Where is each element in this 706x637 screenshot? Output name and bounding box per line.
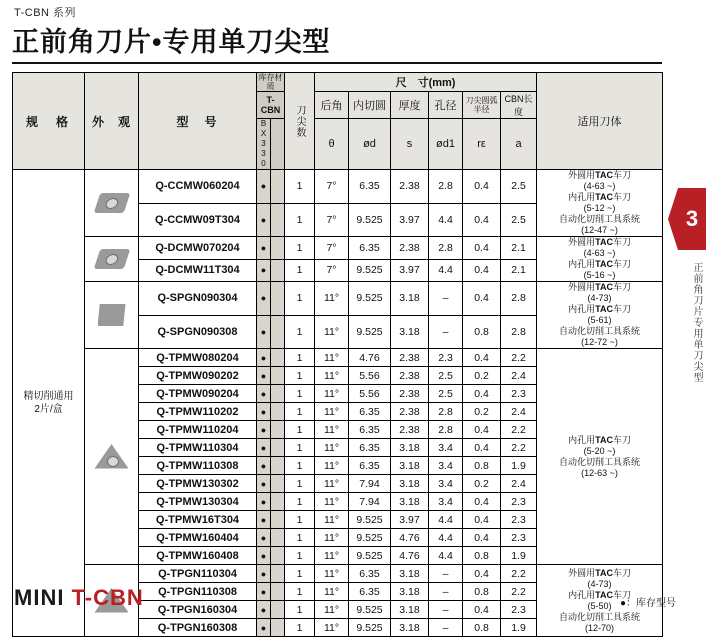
cbn-length-cell: 2.2 bbox=[501, 349, 537, 367]
th-bx330 bbox=[257, 119, 271, 170]
table-row bbox=[13, 349, 663, 367]
model-cell: Q-CCMW060204 bbox=[139, 170, 257, 204]
stock-dot-icon: ● bbox=[260, 604, 267, 615]
th-hole-dia: 孔径 bbox=[429, 92, 463, 119]
edge-count-cell: 1 bbox=[285, 349, 315, 367]
model-cell: Q-TPGN160304 bbox=[139, 601, 257, 619]
inscribed-circle-cell: 6.35 bbox=[349, 583, 391, 601]
th-dimensions: 尺 寸(mm) bbox=[315, 73, 537, 92]
th-edge-count bbox=[285, 73, 315, 170]
cbn-length-cell: 1.9 bbox=[501, 619, 537, 637]
inscribed-circle-cell: 6.35 bbox=[349, 403, 391, 421]
nose-radius-cell: 0.4 bbox=[463, 385, 501, 403]
edge-count-cell: 1 bbox=[285, 315, 315, 349]
thickness-cell: 3.18 bbox=[391, 282, 429, 316]
cbn-length-cell: 2.3 bbox=[501, 511, 537, 529]
stock-dot-cell bbox=[257, 439, 271, 457]
stock-dot-spacer bbox=[271, 511, 285, 529]
model-cell: Q-SPGN090304 bbox=[139, 282, 257, 316]
model-cell: Q-DCMW070204 bbox=[139, 237, 257, 260]
thickness-cell: 3.97 bbox=[391, 259, 429, 282]
stock-dot-icon: ● bbox=[260, 514, 267, 525]
th-bx330-label: BX330 bbox=[259, 119, 268, 169]
rake-angle-cell: 11° bbox=[315, 529, 349, 547]
th-sym-a: a bbox=[501, 119, 537, 170]
rake-angle-cell: 11° bbox=[315, 601, 349, 619]
stock-dot-icon: ● bbox=[260, 568, 267, 579]
thickness-cell: 3.18 bbox=[391, 493, 429, 511]
stock-dot-icon: ● bbox=[260, 388, 267, 399]
footer-note: ●：库存型号 bbox=[619, 598, 676, 609]
rake-angle-cell: 11° bbox=[315, 403, 349, 421]
stock-dot-cell bbox=[257, 583, 271, 601]
hole-dia-cell: 3.4 bbox=[429, 439, 463, 457]
stock-dot-spacer bbox=[271, 367, 285, 385]
cbn-length-cell: 2.2 bbox=[501, 583, 537, 601]
edge-count-cell: 1 bbox=[285, 511, 315, 529]
spec-table bbox=[12, 72, 663, 637]
edge-count-cell: 1 bbox=[285, 203, 315, 237]
inscribed-circle-cell: 9.525 bbox=[349, 529, 391, 547]
stock-dot-icon: ● bbox=[260, 532, 267, 543]
cbn-length-cell: 2.5 bbox=[501, 170, 537, 204]
stock-dot-cell bbox=[257, 619, 271, 637]
section-tab-number: 3 bbox=[678, 188, 706, 250]
stock-dot-spacer bbox=[271, 529, 285, 547]
inscribed-circle-cell: 7.94 bbox=[349, 475, 391, 493]
rake-angle-cell: 11° bbox=[315, 421, 349, 439]
edge-count-cell: 1 bbox=[285, 367, 315, 385]
rake-angle-cell: 7° bbox=[315, 259, 349, 282]
stock-dot-spacer bbox=[271, 203, 285, 237]
stock-dot-icon: ● bbox=[260, 496, 267, 507]
stock-dot-cell bbox=[257, 259, 271, 282]
th-sym-od1: ød1 bbox=[429, 119, 463, 170]
applicable-holder-cell: 外圆用TAC车刀 (4-73) 内孔用TAC车刀 (5-50) 自动化切削工具系统 (12-70) bbox=[537, 565, 663, 637]
stock-dot-cell bbox=[257, 385, 271, 403]
stock-dot-cell bbox=[257, 601, 271, 619]
edge-count-cell: 1 bbox=[285, 403, 315, 421]
hole-dia-cell: – bbox=[429, 565, 463, 583]
edge-count-cell: 1 bbox=[285, 237, 315, 260]
stock-dot-icon: ● bbox=[260, 242, 267, 253]
hole-dia-cell: 2.5 bbox=[429, 367, 463, 385]
cbn-length-cell: 2.3 bbox=[501, 529, 537, 547]
appearance-cell bbox=[85, 349, 139, 565]
rake-angle-cell: 11° bbox=[315, 367, 349, 385]
stock-dot-cell bbox=[257, 403, 271, 421]
stock-dot-cell bbox=[257, 282, 271, 316]
th-appearance: 外 观 bbox=[85, 73, 139, 170]
appearance-cell bbox=[85, 282, 139, 349]
nose-radius-cell: 0.8 bbox=[463, 547, 501, 565]
model-cell: Q-TPMW160408 bbox=[139, 547, 257, 565]
stock-dot-cell bbox=[257, 493, 271, 511]
nose-radius-cell: 0.4 bbox=[463, 421, 501, 439]
th-thickness: 厚度 bbox=[391, 92, 429, 119]
table-header bbox=[13, 73, 663, 170]
nose-radius-cell: 0.4 bbox=[463, 439, 501, 457]
stock-dot-spacer bbox=[271, 583, 285, 601]
table-row bbox=[13, 565, 663, 583]
applicable-holder-cell: 内孔用TAC车刀 (5-20 ~) 自动化切削工具系统 (12-63 ~) bbox=[537, 349, 663, 565]
model-cell: Q-TPGN160308 bbox=[139, 619, 257, 637]
model-cell: Q-TPGN110308 bbox=[139, 583, 257, 601]
stock-dot-cell bbox=[257, 315, 271, 349]
edge-count-cell: 1 bbox=[285, 565, 315, 583]
cbn-length-cell: 2.4 bbox=[501, 475, 537, 493]
stock-dot-icon: ● bbox=[260, 460, 267, 471]
section-tab-label: 正前角刀片专用单刀尖型 bbox=[691, 262, 702, 383]
th-bx330-spacer bbox=[271, 119, 285, 170]
nose-radius-cell: 0.2 bbox=[463, 403, 501, 421]
model-cell: Q-SPGN090308 bbox=[139, 315, 257, 349]
edge-count-cell: 1 bbox=[285, 529, 315, 547]
stock-dot-cell bbox=[257, 565, 271, 583]
cbn-length-cell: 2.1 bbox=[501, 237, 537, 260]
insert-shape-square-icon bbox=[98, 304, 126, 326]
edge-count-cell: 1 bbox=[285, 421, 315, 439]
thickness-cell: 2.38 bbox=[391, 403, 429, 421]
stock-dot-cell bbox=[257, 237, 271, 260]
stock-dot-icon: ● bbox=[260, 424, 267, 435]
model-cell: Q-TPMW110202 bbox=[139, 403, 257, 421]
cbn-length-cell: 2.4 bbox=[501, 367, 537, 385]
stock-dot-spacer bbox=[271, 170, 285, 204]
cbn-length-cell: 2.2 bbox=[501, 439, 537, 457]
cbn-length-cell: 2.2 bbox=[501, 421, 537, 439]
stock-dot-icon: ● bbox=[260, 265, 267, 276]
thickness-cell: 3.97 bbox=[391, 203, 429, 237]
hole-dia-cell: 4.4 bbox=[429, 511, 463, 529]
rake-angle-cell: 11° bbox=[315, 457, 349, 475]
hole-dia-cell: – bbox=[429, 619, 463, 637]
thickness-cell: 3.18 bbox=[391, 315, 429, 349]
thickness-cell: 4.76 bbox=[391, 529, 429, 547]
nose-radius-cell: 0.8 bbox=[463, 619, 501, 637]
th-edge-count-label: 刀尖数 bbox=[294, 104, 305, 138]
stock-dot-spacer bbox=[271, 282, 285, 316]
inscribed-circle-cell: 5.56 bbox=[349, 385, 391, 403]
th-sym-theta: θ bbox=[315, 119, 349, 170]
stock-dot-spacer bbox=[271, 493, 285, 511]
inscribed-circle-cell: 9.525 bbox=[349, 511, 391, 529]
edge-count-cell: 1 bbox=[285, 282, 315, 316]
thickness-cell: 2.38 bbox=[391, 237, 429, 260]
nose-radius-cell: 0.4 bbox=[463, 282, 501, 316]
appearance-cell bbox=[85, 237, 139, 282]
inscribed-circle-cell: 9.525 bbox=[349, 259, 391, 282]
nose-radius-cell: 0.4 bbox=[463, 565, 501, 583]
title-divider bbox=[12, 62, 662, 64]
edge-count-cell: 1 bbox=[285, 385, 315, 403]
cbn-length-cell: 2.3 bbox=[501, 493, 537, 511]
stock-dot-icon: ● bbox=[260, 370, 267, 381]
nose-radius-cell: 0.4 bbox=[463, 511, 501, 529]
stock-dot-spacer bbox=[271, 349, 285, 367]
inscribed-circle-cell: 6.35 bbox=[349, 421, 391, 439]
stock-dot-cell bbox=[257, 529, 271, 547]
rake-angle-cell: 11° bbox=[315, 583, 349, 601]
rake-angle-cell: 11° bbox=[315, 511, 349, 529]
model-cell: Q-TPMW110204 bbox=[139, 421, 257, 439]
inscribed-circle-cell: 6.35 bbox=[349, 237, 391, 260]
hole-dia-cell: 3.4 bbox=[429, 493, 463, 511]
inscribed-circle-cell: 9.525 bbox=[349, 315, 391, 349]
applicable-holder-cell: 外圆用TAC车刀 (4-63 ~) 内孔用TAC车刀 (5-16 ~) bbox=[537, 237, 663, 282]
stock-dot-spacer bbox=[271, 237, 285, 260]
nose-radius-cell: 0.8 bbox=[463, 457, 501, 475]
stock-dot-icon: ● bbox=[260, 622, 267, 633]
stock-dot-cell bbox=[257, 547, 271, 565]
rake-angle-cell: 11° bbox=[315, 565, 349, 583]
stock-dot-icon: ● bbox=[260, 550, 267, 561]
hole-dia-cell: 2.3 bbox=[429, 349, 463, 367]
stock-dot-spacer bbox=[271, 315, 285, 349]
nose-radius-cell: 0.2 bbox=[463, 475, 501, 493]
inscribed-circle-cell: 9.525 bbox=[349, 547, 391, 565]
thickness-cell: 2.38 bbox=[391, 421, 429, 439]
thickness-cell: 3.18 bbox=[391, 457, 429, 475]
hole-dia-cell: 4.4 bbox=[429, 203, 463, 237]
rake-angle-cell: 11° bbox=[315, 315, 349, 349]
edge-count-cell: 1 bbox=[285, 170, 315, 204]
model-cell: Q-CCMW09T304 bbox=[139, 203, 257, 237]
inscribed-circle-cell: 9.525 bbox=[349, 601, 391, 619]
nose-radius-cell: 0.4 bbox=[463, 259, 501, 282]
edge-count-cell: 1 bbox=[285, 475, 315, 493]
rake-angle-cell: 7° bbox=[315, 237, 349, 260]
page-title: 正前角刀片•专用单刀尖型 bbox=[12, 27, 331, 57]
footer-logo-brand: T-CBN bbox=[71, 585, 144, 610]
applicable-holder-cell: 外圆用TAC车刀 (4-63 ~) 内孔用TAC车刀 (5-12 ~) 自动化切削工具系统 (12-47 ~) bbox=[537, 170, 663, 237]
edge-count-cell: 1 bbox=[285, 457, 315, 475]
stock-dot-spacer bbox=[271, 457, 285, 475]
stock-dot-icon: ● bbox=[260, 214, 267, 225]
edge-count-cell: 1 bbox=[285, 493, 315, 511]
cbn-length-cell: 2.5 bbox=[501, 203, 537, 237]
thickness-cell: 2.38 bbox=[391, 349, 429, 367]
hole-dia-cell: – bbox=[429, 282, 463, 316]
rake-angle-cell: 11° bbox=[315, 282, 349, 316]
model-cell: Q-DCMW11T304 bbox=[139, 259, 257, 282]
stock-dot-icon: ● bbox=[260, 181, 267, 192]
hole-dia-cell: 4.4 bbox=[429, 547, 463, 565]
stock-dot-icon: ● bbox=[260, 478, 267, 489]
nose-radius-cell: 0.4 bbox=[463, 237, 501, 260]
thickness-cell: 2.38 bbox=[391, 367, 429, 385]
th-inscribed-circle: 内切圆 bbox=[349, 92, 391, 119]
footer-logo bbox=[14, 585, 144, 611]
th-nose-radius: 刀尖圆弧半径 bbox=[463, 92, 501, 119]
thickness-cell: 3.18 bbox=[391, 601, 429, 619]
stock-dot-spacer bbox=[271, 421, 285, 439]
cbn-length-cell: 1.9 bbox=[501, 547, 537, 565]
stock-dot-icon: ● bbox=[260, 352, 267, 363]
hole-dia-cell: 2.8 bbox=[429, 403, 463, 421]
cbn-length-cell: 2.1 bbox=[501, 259, 537, 282]
model-cell: Q-TPMW160404 bbox=[139, 529, 257, 547]
thickness-cell: 4.76 bbox=[391, 547, 429, 565]
stock-dot-cell bbox=[257, 457, 271, 475]
appearance-cell bbox=[85, 170, 139, 237]
inscribed-circle-cell: 6.35 bbox=[349, 565, 391, 583]
thickness-cell: 3.18 bbox=[391, 565, 429, 583]
model-cell: Q-TPMW110308 bbox=[139, 457, 257, 475]
stock-dot-spacer bbox=[271, 601, 285, 619]
model-cell: Q-TPMW090202 bbox=[139, 367, 257, 385]
stock-dot-icon: ● bbox=[260, 326, 267, 337]
edge-count-cell: 1 bbox=[285, 547, 315, 565]
nose-radius-cell: 0.4 bbox=[463, 170, 501, 204]
hole-dia-cell: 4.4 bbox=[429, 259, 463, 282]
nose-radius-cell: 0.4 bbox=[463, 601, 501, 619]
inscribed-circle-cell: 6.35 bbox=[349, 457, 391, 475]
inscribed-circle-cell: 9.525 bbox=[349, 282, 391, 316]
inscribed-circle-cell: 9.525 bbox=[349, 203, 391, 237]
footer-logo-prefix: MINI bbox=[14, 585, 72, 610]
table-body bbox=[13, 170, 663, 637]
stock-dot-icon: ● bbox=[260, 406, 267, 417]
nose-radius-cell: 0.4 bbox=[463, 349, 501, 367]
hole-dia-cell: 4.4 bbox=[429, 529, 463, 547]
hole-dia-cell: 3.4 bbox=[429, 475, 463, 493]
rake-angle-cell: 7° bbox=[315, 170, 349, 204]
thickness-cell: 3.18 bbox=[391, 619, 429, 637]
stock-dot-spacer bbox=[271, 619, 285, 637]
nose-radius-cell: 0.8 bbox=[463, 315, 501, 349]
inscribed-circle-cell: 9.525 bbox=[349, 619, 391, 637]
stock-dot-cell bbox=[257, 349, 271, 367]
model-cell: Q-TPMW090204 bbox=[139, 385, 257, 403]
rake-angle-cell: 11° bbox=[315, 475, 349, 493]
spec-label-cell: 精切削通用 2片/盒 bbox=[13, 170, 85, 637]
thickness-cell: 3.18 bbox=[391, 439, 429, 457]
th-sym-s: s bbox=[391, 119, 429, 170]
stock-dot-spacer bbox=[271, 439, 285, 457]
cbn-length-cell: 2.2 bbox=[501, 565, 537, 583]
stock-dot-icon: ● bbox=[260, 442, 267, 453]
table-row bbox=[13, 282, 663, 316]
thickness-cell: 3.18 bbox=[391, 583, 429, 601]
thickness-cell: 2.38 bbox=[391, 170, 429, 204]
insert-shape-triangle-hole-icon bbox=[95, 444, 129, 470]
th-sym-re: rε bbox=[463, 119, 501, 170]
th-applicable-holder: 适用刀体 bbox=[537, 73, 663, 170]
nose-radius-cell: 0.2 bbox=[463, 367, 501, 385]
stock-dot-spacer bbox=[271, 403, 285, 421]
th-sym-od: ød bbox=[349, 119, 391, 170]
nose-radius-cell: 0.4 bbox=[463, 203, 501, 237]
series-label: T-CBN 系列 bbox=[14, 7, 77, 19]
rake-angle-cell: 11° bbox=[315, 439, 349, 457]
edge-count-cell: 1 bbox=[285, 439, 315, 457]
th-spec: 规 格 bbox=[13, 73, 85, 170]
cbn-length-cell: 2.8 bbox=[501, 282, 537, 316]
th-cbn-length: CBN长度 bbox=[501, 92, 537, 119]
cbn-length-cell: 1.9 bbox=[501, 457, 537, 475]
stock-dot-spacer bbox=[271, 547, 285, 565]
hole-dia-cell: 2.5 bbox=[429, 385, 463, 403]
rake-angle-cell: 11° bbox=[315, 349, 349, 367]
hole-dia-cell: 2.8 bbox=[429, 237, 463, 260]
stock-dot-cell bbox=[257, 203, 271, 237]
rake-angle-cell: 11° bbox=[315, 547, 349, 565]
nose-radius-cell: 0.4 bbox=[463, 529, 501, 547]
nose-radius-cell: 0.8 bbox=[463, 583, 501, 601]
hole-dia-cell: – bbox=[429, 583, 463, 601]
stock-dot-spacer bbox=[271, 475, 285, 493]
stock-dot-icon: ● bbox=[260, 293, 267, 304]
cbn-length-cell: 2.3 bbox=[501, 601, 537, 619]
model-cell: Q-TPMW16T304 bbox=[139, 511, 257, 529]
th-stock-material: 库存材质 bbox=[258, 73, 283, 91]
table-row bbox=[13, 170, 663, 204]
table-row bbox=[13, 237, 663, 260]
stock-dot-icon: ● bbox=[260, 586, 267, 597]
inscribed-circle-cell: 6.35 bbox=[349, 170, 391, 204]
applicable-holder-cell: 外圆用TAC车刀 (4-73) 内孔用TAC车刀 (5-61) 自动化切削工具系统 (12-72 ~) bbox=[537, 282, 663, 349]
thickness-cell: 3.97 bbox=[391, 511, 429, 529]
thickness-cell: 3.18 bbox=[391, 475, 429, 493]
insert-shape-rhombic-icon bbox=[93, 193, 129, 213]
model-cell: Q-TPMW130304 bbox=[139, 493, 257, 511]
inscribed-circle-cell: 5.56 bbox=[349, 367, 391, 385]
thickness-cell: 2.38 bbox=[391, 385, 429, 403]
hole-dia-cell: – bbox=[429, 315, 463, 349]
stock-dot-cell bbox=[257, 367, 271, 385]
rake-angle-cell: 11° bbox=[315, 385, 349, 403]
th-tcbn: T-CBN bbox=[257, 92, 285, 119]
hole-dia-cell: 2.8 bbox=[429, 170, 463, 204]
model-cell: Q-TPGN110304 bbox=[139, 565, 257, 583]
stock-dot-cell bbox=[257, 170, 271, 204]
stock-dot-spacer bbox=[271, 385, 285, 403]
stock-dot-cell bbox=[257, 511, 271, 529]
spec-table-wrapper bbox=[12, 72, 662, 637]
rake-angle-cell: 11° bbox=[315, 493, 349, 511]
edge-count-cell: 1 bbox=[285, 619, 315, 637]
model-cell: Q-TPMW110304 bbox=[139, 439, 257, 457]
th-rake-angle: 后角 bbox=[315, 92, 349, 119]
hole-dia-cell: – bbox=[429, 601, 463, 619]
model-cell: Q-TPMW130302 bbox=[139, 475, 257, 493]
edge-count-cell: 1 bbox=[285, 601, 315, 619]
stock-dot-spacer bbox=[271, 259, 285, 282]
rake-angle-cell: 11° bbox=[315, 619, 349, 637]
inscribed-circle-cell: 6.35 bbox=[349, 439, 391, 457]
stock-dot-spacer bbox=[271, 565, 285, 583]
cbn-length-cell: 2.3 bbox=[501, 385, 537, 403]
th-model: 型 号 bbox=[139, 73, 257, 170]
cbn-length-cell: 2.4 bbox=[501, 403, 537, 421]
model-cell: Q-TPMW080204 bbox=[139, 349, 257, 367]
inscribed-circle-cell: 4.76 bbox=[349, 349, 391, 367]
nose-radius-cell: 0.4 bbox=[463, 493, 501, 511]
stock-dot-cell bbox=[257, 475, 271, 493]
cbn-length-cell: 2.8 bbox=[501, 315, 537, 349]
insert-shape-rhombic-icon bbox=[93, 249, 129, 269]
hole-dia-cell: 3.4 bbox=[429, 457, 463, 475]
hole-dia-cell: 2.8 bbox=[429, 421, 463, 439]
stock-dot-cell bbox=[257, 421, 271, 439]
edge-count-cell: 1 bbox=[285, 583, 315, 601]
edge-count-cell: 1 bbox=[285, 259, 315, 282]
rake-angle-cell: 7° bbox=[315, 203, 349, 237]
inscribed-circle-cell: 7.94 bbox=[349, 493, 391, 511]
